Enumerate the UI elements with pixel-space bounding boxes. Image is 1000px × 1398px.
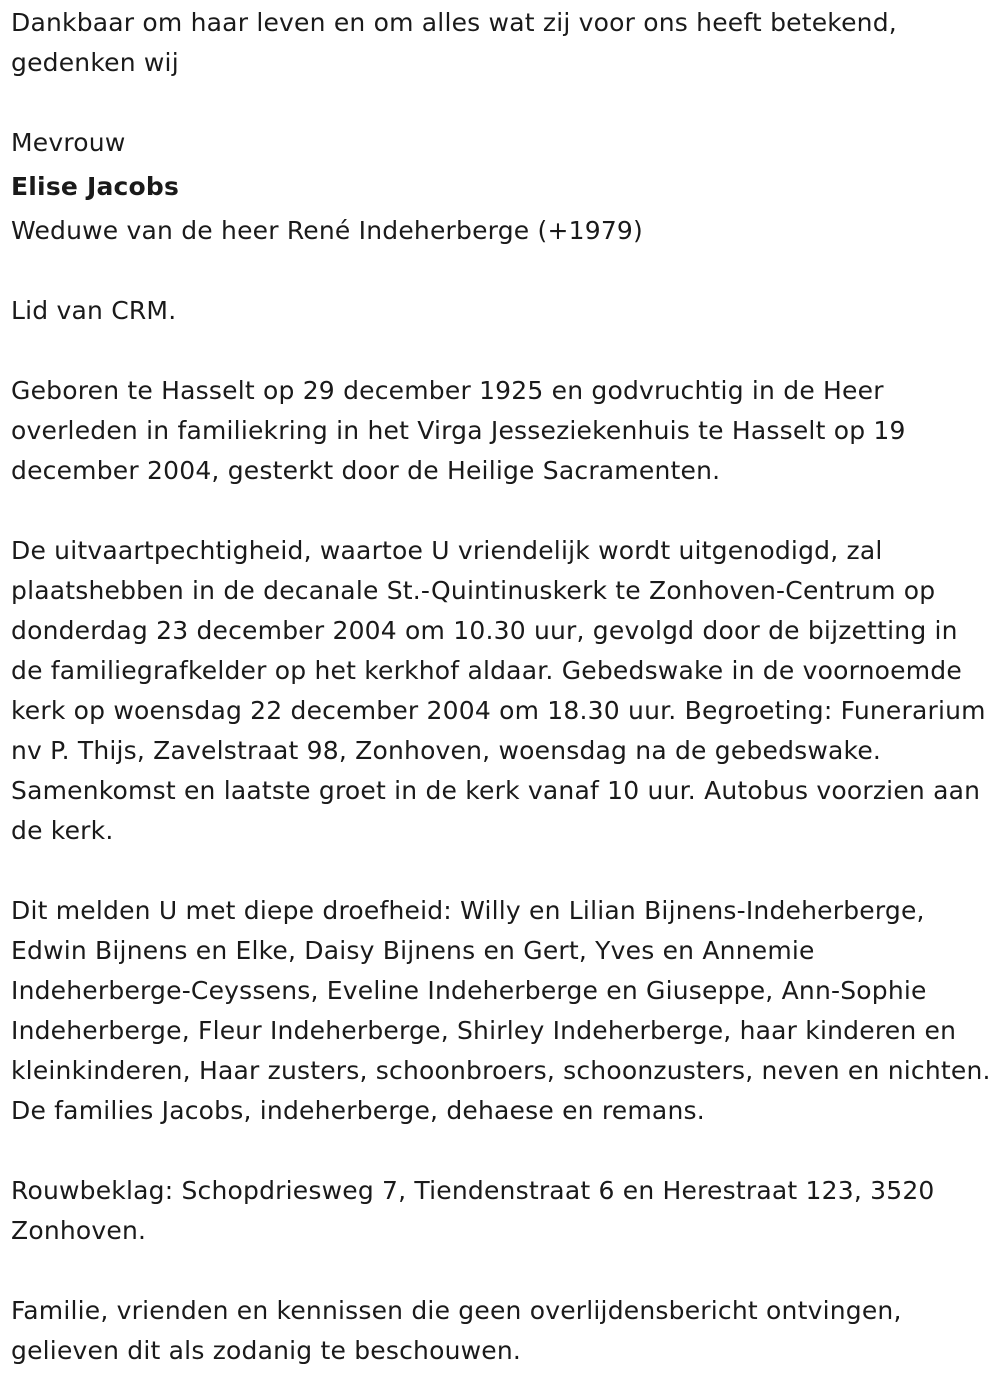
membership-text: Lid van CRM. — [11, 296, 177, 325]
spacer — [11, 251, 993, 291]
spacer — [11, 491, 993, 531]
closing-paragraph: Familie, vrienden en kennissen die geen overlijdensbericht ontvingen, gelieven dit als zodanig te beschouwen. — [11, 1296, 902, 1365]
spacer — [11, 1131, 993, 1171]
salutation: Mevrouw — [11, 128, 126, 157]
deceased-name: Elise Jacobs — [11, 172, 180, 201]
birth-death-paragraph: Geboren te Hasselt op 29 december 1925 en godvruchtig in de Heer overleden in familiekring in het Virga Jesseziekenhuis te Hasselt op 19 december 2004, gesterkt door de Heilige Sacramenten. — [11, 376, 906, 485]
spacer — [11, 331, 993, 371]
funeral-paragraph: De uitvaartpechtigheid, waartoe U vriendelijk wordt uitgenodigd, zal plaatshebben in de decanale St.-Quintinuskerk te Zonhoven-Centrum op donderdag 23 december 2004 om 10.30 uur, gevolgd door de bijzetting in de familiegrafkelder op het kerkhof aldaar. Gebedswake in de voornoemde kerk op woensdag 22 december 2004 om 18.30 uur. Begroeting: Funerarium nv P. Thijs, Zavelstraat 98, Zonhoven, woensdag na de gebedswake. Samenkomst en laatste groet in de kerk vanaf 10 uur. Autobus voorzien aan de kerk. — [11, 536, 986, 845]
spacer — [11, 851, 993, 891]
spacer — [11, 83, 993, 123]
spacer — [11, 1251, 993, 1291]
obituary-notice — [11, 3, 993, 1371]
intro-text: Dankbaar om haar leven en om alles wat zij voor ons heeft betekend, gedenken wij — [11, 8, 897, 77]
widow-line: Weduwe van de heer René Indeherberge (+1979) — [11, 216, 643, 245]
family-paragraph: Dit melden U met diepe droefheid: Willy en Lilian Bijnens-Indeherberge, Edwin Bijnens en Elke, Daisy Bijnens en Gert, Yves en Annemie Indeherberge-Ceyssens, Eveline Indeherberge en Giuseppe, Ann-Sophie Indeherberge, Fleur Indeherberge, Shirley Indeherberge, haar kinderen en kleinkinderen, Haar zusters, schoonbroers, schoonzusters, neven en nichten. De families Jacobs, indeherberge, dehaese en remans. — [11, 896, 991, 1125]
condolence-address: Rouwbeklag: Schopdriesweg 7, Tiendenstraat 6 en Herestraat 123, 3520 Zonhoven. — [11, 1176, 935, 1245]
